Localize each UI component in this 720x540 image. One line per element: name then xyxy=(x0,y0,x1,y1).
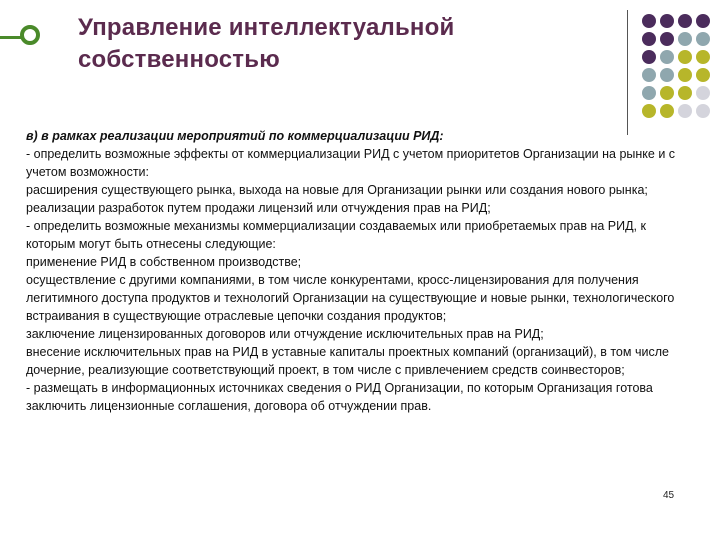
decorative-line xyxy=(0,36,22,39)
body-paragraph: осуществление с другими компаниями, в том числе конкурентами, кросс-лицензирования для получения легитимного доступа продуктов и технологий Организации на существующие и новые рынки, технологического встраивания в существующие отраслевые цепочки создания продуктов; xyxy=(26,273,675,323)
body-paragraph: внесение исключительных прав на РИД в уставные капиталы проектных компаний (организаций), в том числе дочерние, реализующие соответствующий проект, в том числе с привлечением средств соинвесторов; xyxy=(26,345,669,377)
decorative-dot-grid xyxy=(642,14,710,118)
page-number: 45 xyxy=(663,490,675,501)
slide-body xyxy=(26,127,696,415)
slide-title-line1: Управление интеллектуальной xyxy=(78,14,455,41)
decorative-dot xyxy=(660,104,674,118)
decorative-dot xyxy=(642,14,656,28)
decorative-dot xyxy=(678,86,692,100)
body-paragraph: - определить возможные механизмы коммерциализации создаваемых или приобретаемых прав на РИД, к которым могут быть отнесены следующие: xyxy=(26,219,646,251)
slide-title-line2: собственностью xyxy=(78,46,280,73)
vertical-divider xyxy=(627,10,628,135)
body-paragraph: реализации разработок путем продажи лицензий или отчуждения прав на РИД; xyxy=(26,201,491,215)
decorative-circle-icon xyxy=(20,25,40,45)
decorative-dot xyxy=(642,32,656,46)
decorative-dot xyxy=(696,104,710,118)
decorative-dot xyxy=(660,50,674,64)
decorative-dot xyxy=(660,68,674,82)
decorative-dot xyxy=(696,86,710,100)
decorative-dot xyxy=(642,50,656,64)
body-lead: в) в рамках реализации мероприятий по коммерциализации РИД: xyxy=(26,129,444,143)
body-paragraph: применение РИД в собственном производстве; xyxy=(26,255,302,269)
decorative-dot xyxy=(678,68,692,82)
body-paragraph: заключение лицензированных договоров или отчуждение исключительных прав на РИД; xyxy=(26,327,544,341)
body-paragraph: - размещать в информационных источниках сведения о РИД Организации, по которым Организация готова заключить лицензионные соглашения, договора об отчуждении прав. xyxy=(26,381,653,413)
decorative-dot xyxy=(696,50,710,64)
decorative-dot xyxy=(660,14,674,28)
decorative-dot xyxy=(678,104,692,118)
decorative-dot xyxy=(642,104,656,118)
decorative-dot xyxy=(642,68,656,82)
body-paragraph: - определить возможные эффекты от коммерциализации РИД с учетом приоритетов Организации на рынке и с учетом возможности: xyxy=(26,147,676,179)
decorative-dot xyxy=(696,32,710,46)
body-paragraph: расширения существующего рынка, выхода на новые для Организации рынки или создания нового рынка; xyxy=(26,183,648,197)
decorative-dot xyxy=(678,32,692,46)
slide-title xyxy=(78,12,598,76)
decorative-dot xyxy=(660,32,674,46)
decorative-dot xyxy=(696,14,710,28)
decorative-dot xyxy=(696,68,710,82)
decorative-dot xyxy=(642,86,656,100)
decorative-dot xyxy=(678,50,692,64)
decorative-dot xyxy=(678,14,692,28)
decorative-dot xyxy=(660,86,674,100)
